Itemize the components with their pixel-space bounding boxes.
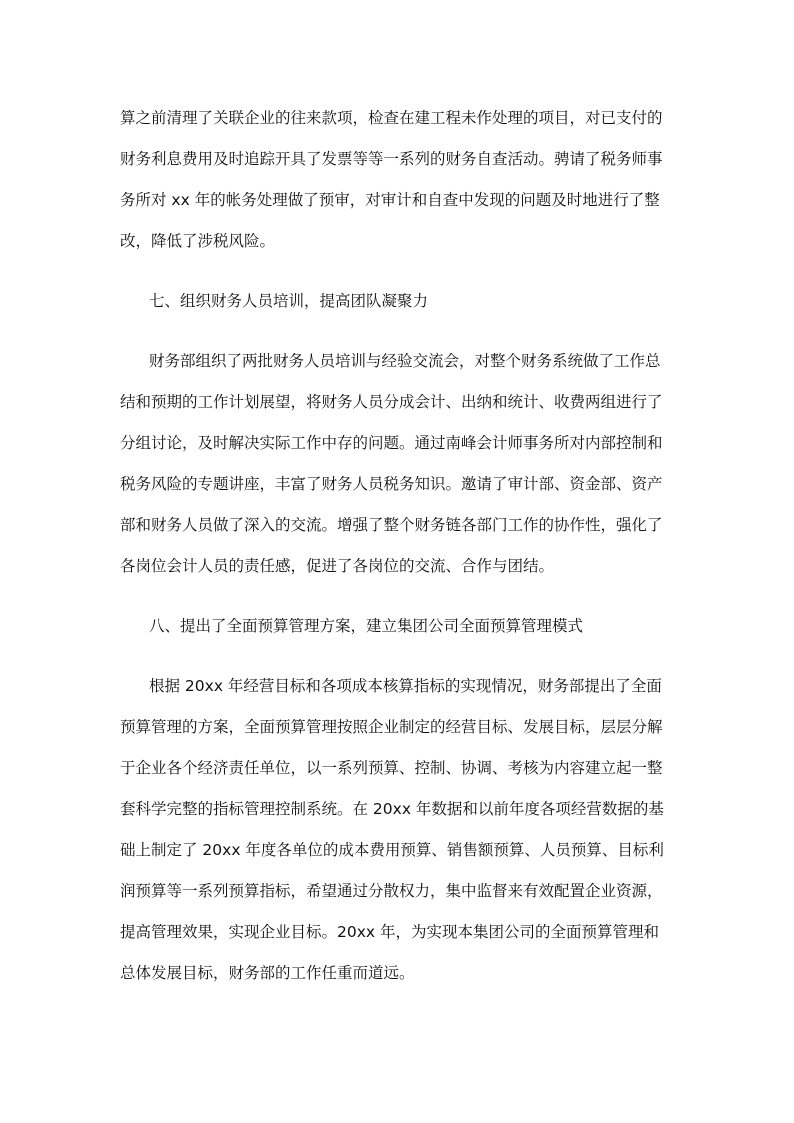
- heading-text: 七、组织财务人员培训，提高团队凝聚力: [149, 292, 429, 310]
- text-line: 算之前清理了关联企业的往来款项，检查在建工程未作处理的项目，对已支付的: [120, 109, 663, 127]
- paragraph-gap: [120, 322, 676, 341]
- text-line: 润预算等一系列预算指标，希望通过分散权力，集中监督来有效配置企业资源，: [120, 882, 663, 900]
- text-line: 税务风险的专题讲座，丰富了财务人员税务知识。邀请了审计部、资金部、资产: [120, 475, 663, 493]
- paragraph-gap: [120, 647, 676, 666]
- text-line: 各岗位会计人员的责任感，促进了各岗位的交流、合作与团结。: [120, 557, 555, 575]
- text-line: 分组讨论，及时解决实际工作中存的问题。通过南峰会计师事务所对内部控制和: [120, 434, 663, 452]
- paragraph-staff-training: [120, 341, 676, 587]
- text-line: 财务部组织了两批财务人员培训与经验交流会，对整个财务系统做了工作总: [149, 352, 661, 370]
- paragraph-budget-management: [120, 666, 676, 994]
- text-line: 总体发展目标，财务部的工作任重而道远。: [120, 964, 415, 982]
- paragraph-gap: [120, 262, 676, 281]
- text-line: 结和预期的工作计划展望，将财务人员分成会计、出纳和统计、收费两组进行了: [120, 393, 663, 411]
- text-line: 提高管理效果，实现企业目标。20xx 年，为实现本集团公司的全面预算管理和: [120, 923, 659, 941]
- text-line: 部和财务人员做了深入的交流。增强了整个财务链各部门工作的协作性，强化了: [120, 516, 663, 534]
- text-line: 预算管理的方案，全面预算管理按照企业制定的经营目标、发展目标，层层分解: [120, 718, 663, 736]
- heading-text: 八、提出了全面预算管理方案，建立集团公司全面预算管理模式: [149, 617, 584, 635]
- text-line: 根据 20xx 年经营目标和各项成本核算指标的实现情况，财务部提出了全面: [149, 677, 662, 695]
- section-heading-7: [120, 281, 676, 322]
- section-heading-8: [120, 606, 676, 647]
- text-line: 础上制定了 20xx 年度各单位的成本费用预算、销售额预算、人员预算、目标利: [120, 841, 664, 859]
- paragraph-tax-self-check: [120, 98, 676, 262]
- text-line: 套科学完整的指标管理控制系统。在 20xx 年数据和以前年度各项经营数据的基: [120, 800, 664, 818]
- paragraph-gap: [120, 587, 676, 606]
- text-line: 务所对 xx 年的帐务处理做了预审，对审计和自查中发现的问题及时地进行了整: [120, 191, 660, 209]
- text-line: 财务利息费用及时追踪开具了发票等等一系列的财务自查活动。骋请了税务师事: [120, 150, 663, 168]
- text-line: 于企业各个经济责任单位，以一系列预算、控制、协调、考核为内容建立起一整: [120, 759, 663, 777]
- document-body: [120, 98, 676, 994]
- text-line: 改，降低了涉税风险。: [120, 232, 276, 250]
